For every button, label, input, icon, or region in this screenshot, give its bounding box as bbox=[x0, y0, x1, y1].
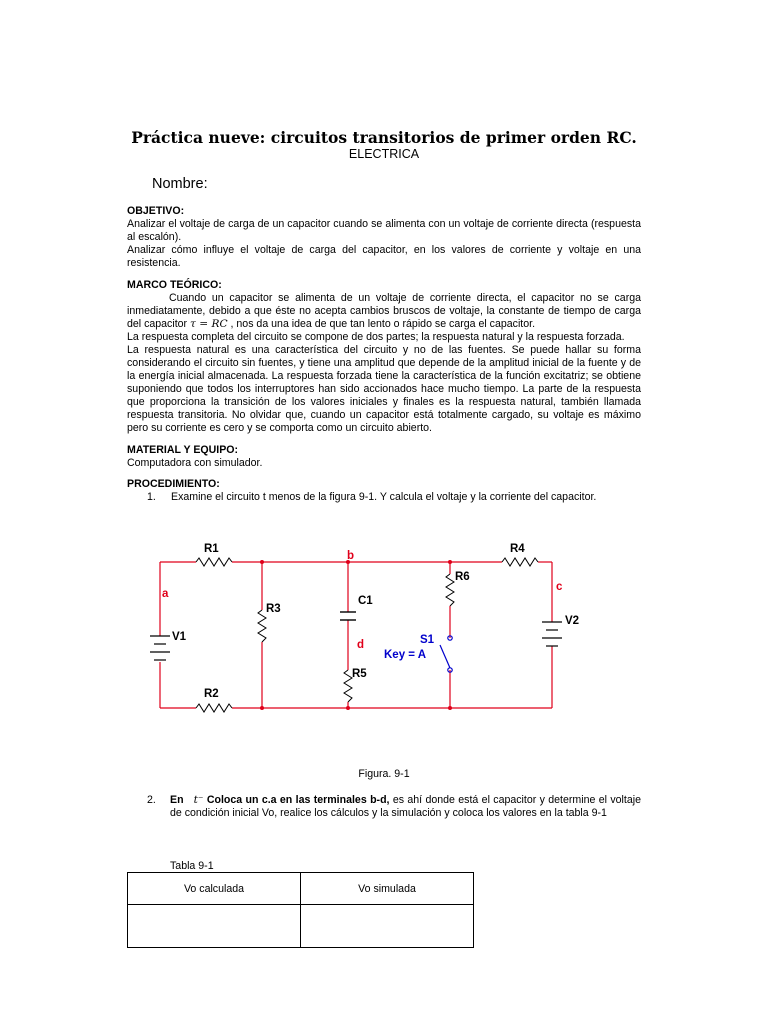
step-2-rest: es ahí donde está el capacitor y determine el voltaje de condición inicial Vo, realice los cálculos y la simulación y coloca los valores en la tabla 9-1 bbox=[170, 794, 641, 819]
capacitor-c1-symbol bbox=[340, 612, 356, 620]
label-v1: V1 bbox=[172, 631, 187, 643]
objetivo-heading: OBJETIVO: bbox=[127, 205, 185, 217]
marco-paragraph-3: La respuesta natural es una característica del circuito y no de las fuentes. Se puede hallar su forma considerando el circuito sin fuentes, y tiene una amplitud que depende de la amplitud inicial de la fuente y de la energía inicial almacenada. La respuesta forzada tiene la característica de la función excitatriz; se obtiene suponiendo que todos los interruptores han sido accionados hace mucho tiempo. La parte de la respuesta que proporciona la transición de los valores iniciales y finales es la respuesta natural, también llamada respuesta transitoria. No olvidar que, cuando un capacitor está totalmente cargado, su voltaje es máximo pero su corriente es cero y se comporta como un circuito abierto. bbox=[127, 344, 641, 434]
page-subtitle: ELECTRICA bbox=[348, 147, 420, 161]
step-2-tau: t⁻ bbox=[193, 794, 204, 806]
label-r3: R3 bbox=[266, 603, 281, 615]
step-2-number: 2. bbox=[147, 794, 156, 806]
page-title: Práctica nueve: circuitos transitorios de primer orden RC. bbox=[131, 128, 637, 147]
label-r1: R1 bbox=[204, 543, 219, 555]
table-label: Tabla 9-1 bbox=[170, 860, 214, 872]
label-r4: R4 bbox=[510, 543, 525, 555]
label-key: Key = A bbox=[384, 649, 427, 661]
label-c1: C1 bbox=[358, 595, 373, 607]
marco-p1-after: , nos da una idea de que tan lento o rápido se carga el capacitor. bbox=[227, 318, 536, 330]
label-r6: R6 bbox=[455, 571, 470, 583]
table-row bbox=[128, 905, 474, 948]
resistor-r5-symbol bbox=[344, 670, 352, 702]
resistor-r3-symbol bbox=[258, 610, 266, 642]
material-text: Computadora con simulador. bbox=[127, 457, 263, 469]
battery-v1-symbol bbox=[150, 636, 170, 662]
circuit-wires bbox=[160, 562, 552, 708]
marco-heading: MARCO TEÓRICO: bbox=[127, 279, 222, 291]
objetivo-paragraph-2: Analizar cómo influye el voltaje de carga del capacitor, en los valores de corriente y voltaje en una resistencia. bbox=[127, 244, 641, 269]
marco-paragraph-2: La respuesta completa del circuito se compone de dos partes; la respuesta natural y la respuesta forzada. bbox=[127, 331, 625, 343]
resistor-r4-symbol bbox=[502, 558, 538, 566]
resistor-group bbox=[196, 558, 538, 712]
label-v2: V2 bbox=[565, 615, 580, 627]
label-r5: R5 bbox=[352, 668, 367, 680]
table-header-vo-calculada: Vo calculada bbox=[128, 873, 301, 905]
nombre-label: Nombre: bbox=[152, 176, 208, 192]
step-1-text: Examine el circuito t menos de la figura 9-1. Y calcula el voltaje y la corriente del capacitor. bbox=[171, 491, 597, 503]
figure-caption: Figura. 9-1 bbox=[358, 768, 410, 780]
switch-s1-symbol bbox=[440, 636, 452, 672]
table-header-row bbox=[128, 873, 474, 905]
resistor-r1-symbol bbox=[196, 558, 232, 566]
table-cell-vo-simulada[interactable] bbox=[301, 905, 474, 948]
step-2-text bbox=[170, 794, 641, 820]
resistor-r2-symbol bbox=[196, 704, 232, 712]
step-2 bbox=[147, 794, 641, 820]
procedimiento-heading: PROCEDIMIENTO: bbox=[127, 478, 220, 490]
step-1-number: 1. bbox=[147, 491, 156, 503]
tau-formula: τ = RC bbox=[190, 318, 228, 330]
resistor-r6-symbol bbox=[446, 574, 454, 606]
step-2-bold-en: En bbox=[170, 794, 184, 806]
table-9-1 bbox=[127, 872, 474, 948]
label-r2: R2 bbox=[204, 688, 219, 700]
marco-p1-before: Cuando un capacitor se alimenta de un voltaje de corriente directa, el capacitor no se carga inmediatamente, debido a que éste no acepta cambios bruscos de voltaje, la constante de tiempo de carga del capacitor bbox=[127, 292, 641, 330]
material-heading: MATERIAL Y EQUIPO: bbox=[127, 444, 239, 456]
node-d-label: d bbox=[357, 639, 365, 651]
label-s1: S1 bbox=[420, 634, 435, 646]
objetivo-paragraph-1: Analizar el voltaje de carga de un capacitor cuando se alimenta con un voltaje de corriente directa (respuesta al escalón). bbox=[127, 218, 641, 243]
table-header-vo-simulada: Vo simulada bbox=[301, 873, 474, 905]
node-a-label: a bbox=[162, 588, 169, 600]
node-c-label: c bbox=[556, 581, 563, 593]
table-cell-vo-calculada[interactable] bbox=[128, 905, 301, 948]
battery-v2-symbol bbox=[542, 622, 562, 646]
node-b-label: b bbox=[347, 550, 355, 562]
step-2-bold-instruction: Coloca un c.a en las terminales b-d, bbox=[206, 794, 390, 806]
